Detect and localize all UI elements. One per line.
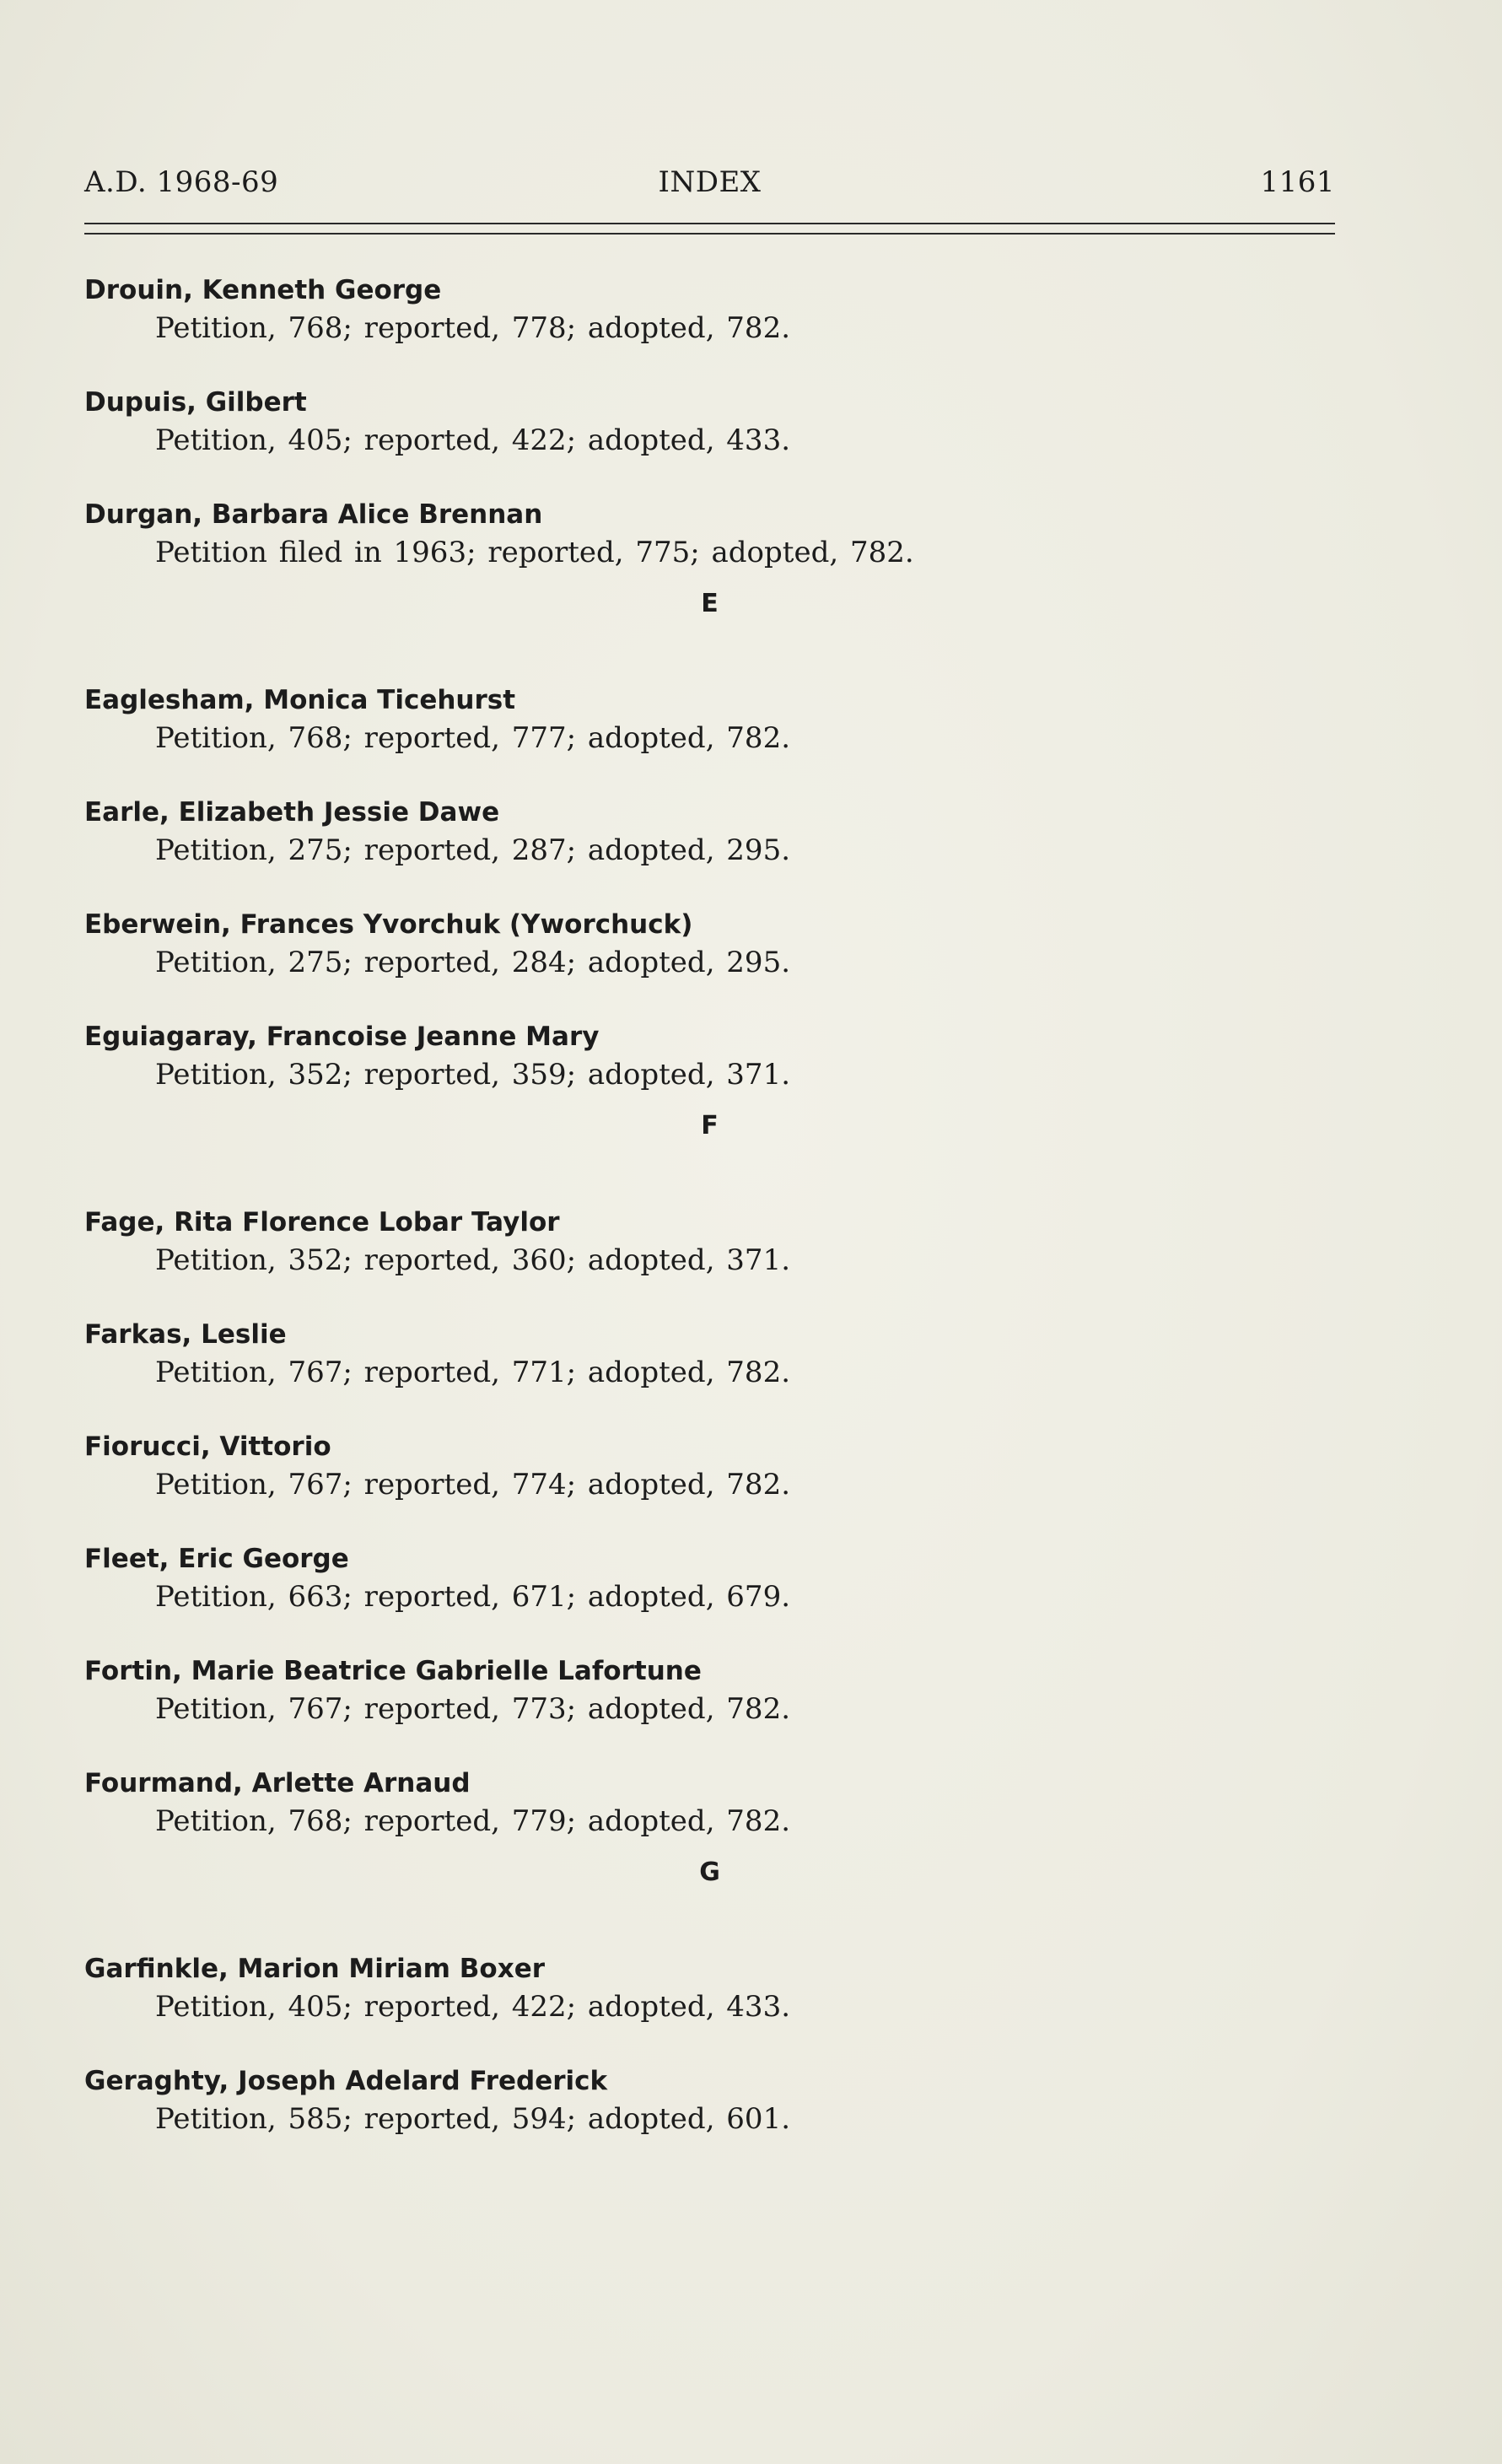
index-entry (84, 906, 1181, 1018)
entry-name: Dupuis, Gilbert (84, 387, 307, 418)
index-entry (84, 1765, 1181, 1847)
entry-detail: Petition, 767; reported, 774; adopted, 782. (155, 1468, 791, 1502)
index-entry (84, 2062, 1181, 2175)
entry-detail: Petition, 768; reported, 778; adopted, 782. (155, 311, 791, 345)
header-double-rule (84, 223, 1335, 235)
entry-name: Durgan, Barbara Alice Brennan (84, 499, 543, 530)
section-letter-e: E (701, 589, 719, 618)
entry-name: Fiorucci, Vittorio (84, 1431, 331, 1462)
entry-name: Garfinkle, Marion Miriam Boxer (84, 1954, 546, 1984)
entry-name: Drouin, Kenneth George (84, 275, 442, 305)
section-letter-g: G (699, 1857, 720, 1887)
header-year: A.D. 1968-69 (84, 165, 279, 199)
entry-detail: Petition, 405; reported, 422; adopted, 433. (155, 423, 791, 457)
entry-detail: Petition, 275; reported, 284; adopted, 295. (155, 946, 791, 979)
entry-detail: Petition, 768; reported, 779; adopted, 782. (155, 1804, 791, 1838)
index-entry (84, 1653, 1181, 1765)
entry-name: Fage, Rita Florence Lobar Taylor (84, 1207, 560, 1237)
entry-detail: Petition, 352; reported, 360; adopted, 371. (155, 1243, 791, 1277)
entry-detail: Petition, 585; reported, 594; adopted, 601. (155, 2102, 791, 2136)
entry-name: Eberwein, Frances Yvorchuk (Yworchuck) (84, 909, 693, 940)
index-entries (84, 272, 1181, 2175)
entry-name: Earle, Elizabeth Jessie Dawe (84, 797, 500, 828)
entry-detail: Petition, 767; reported, 771; adopted, 782. (155, 1356, 791, 1389)
index-entry (84, 682, 1181, 794)
index-entry (84, 1950, 1181, 2062)
entry-detail: Petition, 768; reported, 777; adopted, 782. (155, 721, 791, 755)
entry-detail: Petition, 767; reported, 773; adopted, 782. (155, 1692, 791, 1726)
entry-name: Farkas, Leslie (84, 1319, 287, 1350)
entry-name: Fortin, Marie Beatrice Gabrielle Lafortune (84, 1656, 702, 1686)
index-entry (84, 272, 1181, 384)
page-number: 1161 (1260, 165, 1335, 199)
entry-name: Fourmand, Arlette Arnaud (84, 1768, 471, 1798)
section-letter-f: F (701, 1111, 719, 1140)
index-entry (84, 1316, 1181, 1428)
index-entry (84, 384, 1181, 496)
index-entry (84, 1428, 1181, 1540)
entry-name: Eaglesham, Monica Ticehurst (84, 685, 516, 715)
entry-name: Eguiagaray, Francoise Jeanne Mary (84, 1022, 600, 1052)
entry-name: Geraghty, Joseph Adelard Frederick (84, 2066, 608, 2096)
entry-name: Fleet, Eric George (84, 1544, 349, 1574)
index-entry (84, 794, 1181, 906)
entry-detail: Petition, 275; reported, 287; adopted, 295. (155, 833, 791, 867)
index-entry (84, 1204, 1181, 1316)
entry-detail: Petition, 663; reported, 671; adopted, 679. (155, 1580, 791, 1614)
index-entry (84, 1018, 1181, 1101)
index-entry (84, 496, 1181, 579)
header-title: INDEX (658, 165, 762, 199)
entry-detail: Petition, 405; reported, 422; adopted, 433. (155, 1990, 791, 2024)
entry-detail: Petition filed in 1963; reported, 775; adopted, 782. (155, 536, 914, 569)
entry-detail: Petition, 352; reported, 359; adopted, 371. (155, 1058, 791, 1092)
page-header (84, 165, 1335, 208)
index-entry (84, 1540, 1181, 1653)
